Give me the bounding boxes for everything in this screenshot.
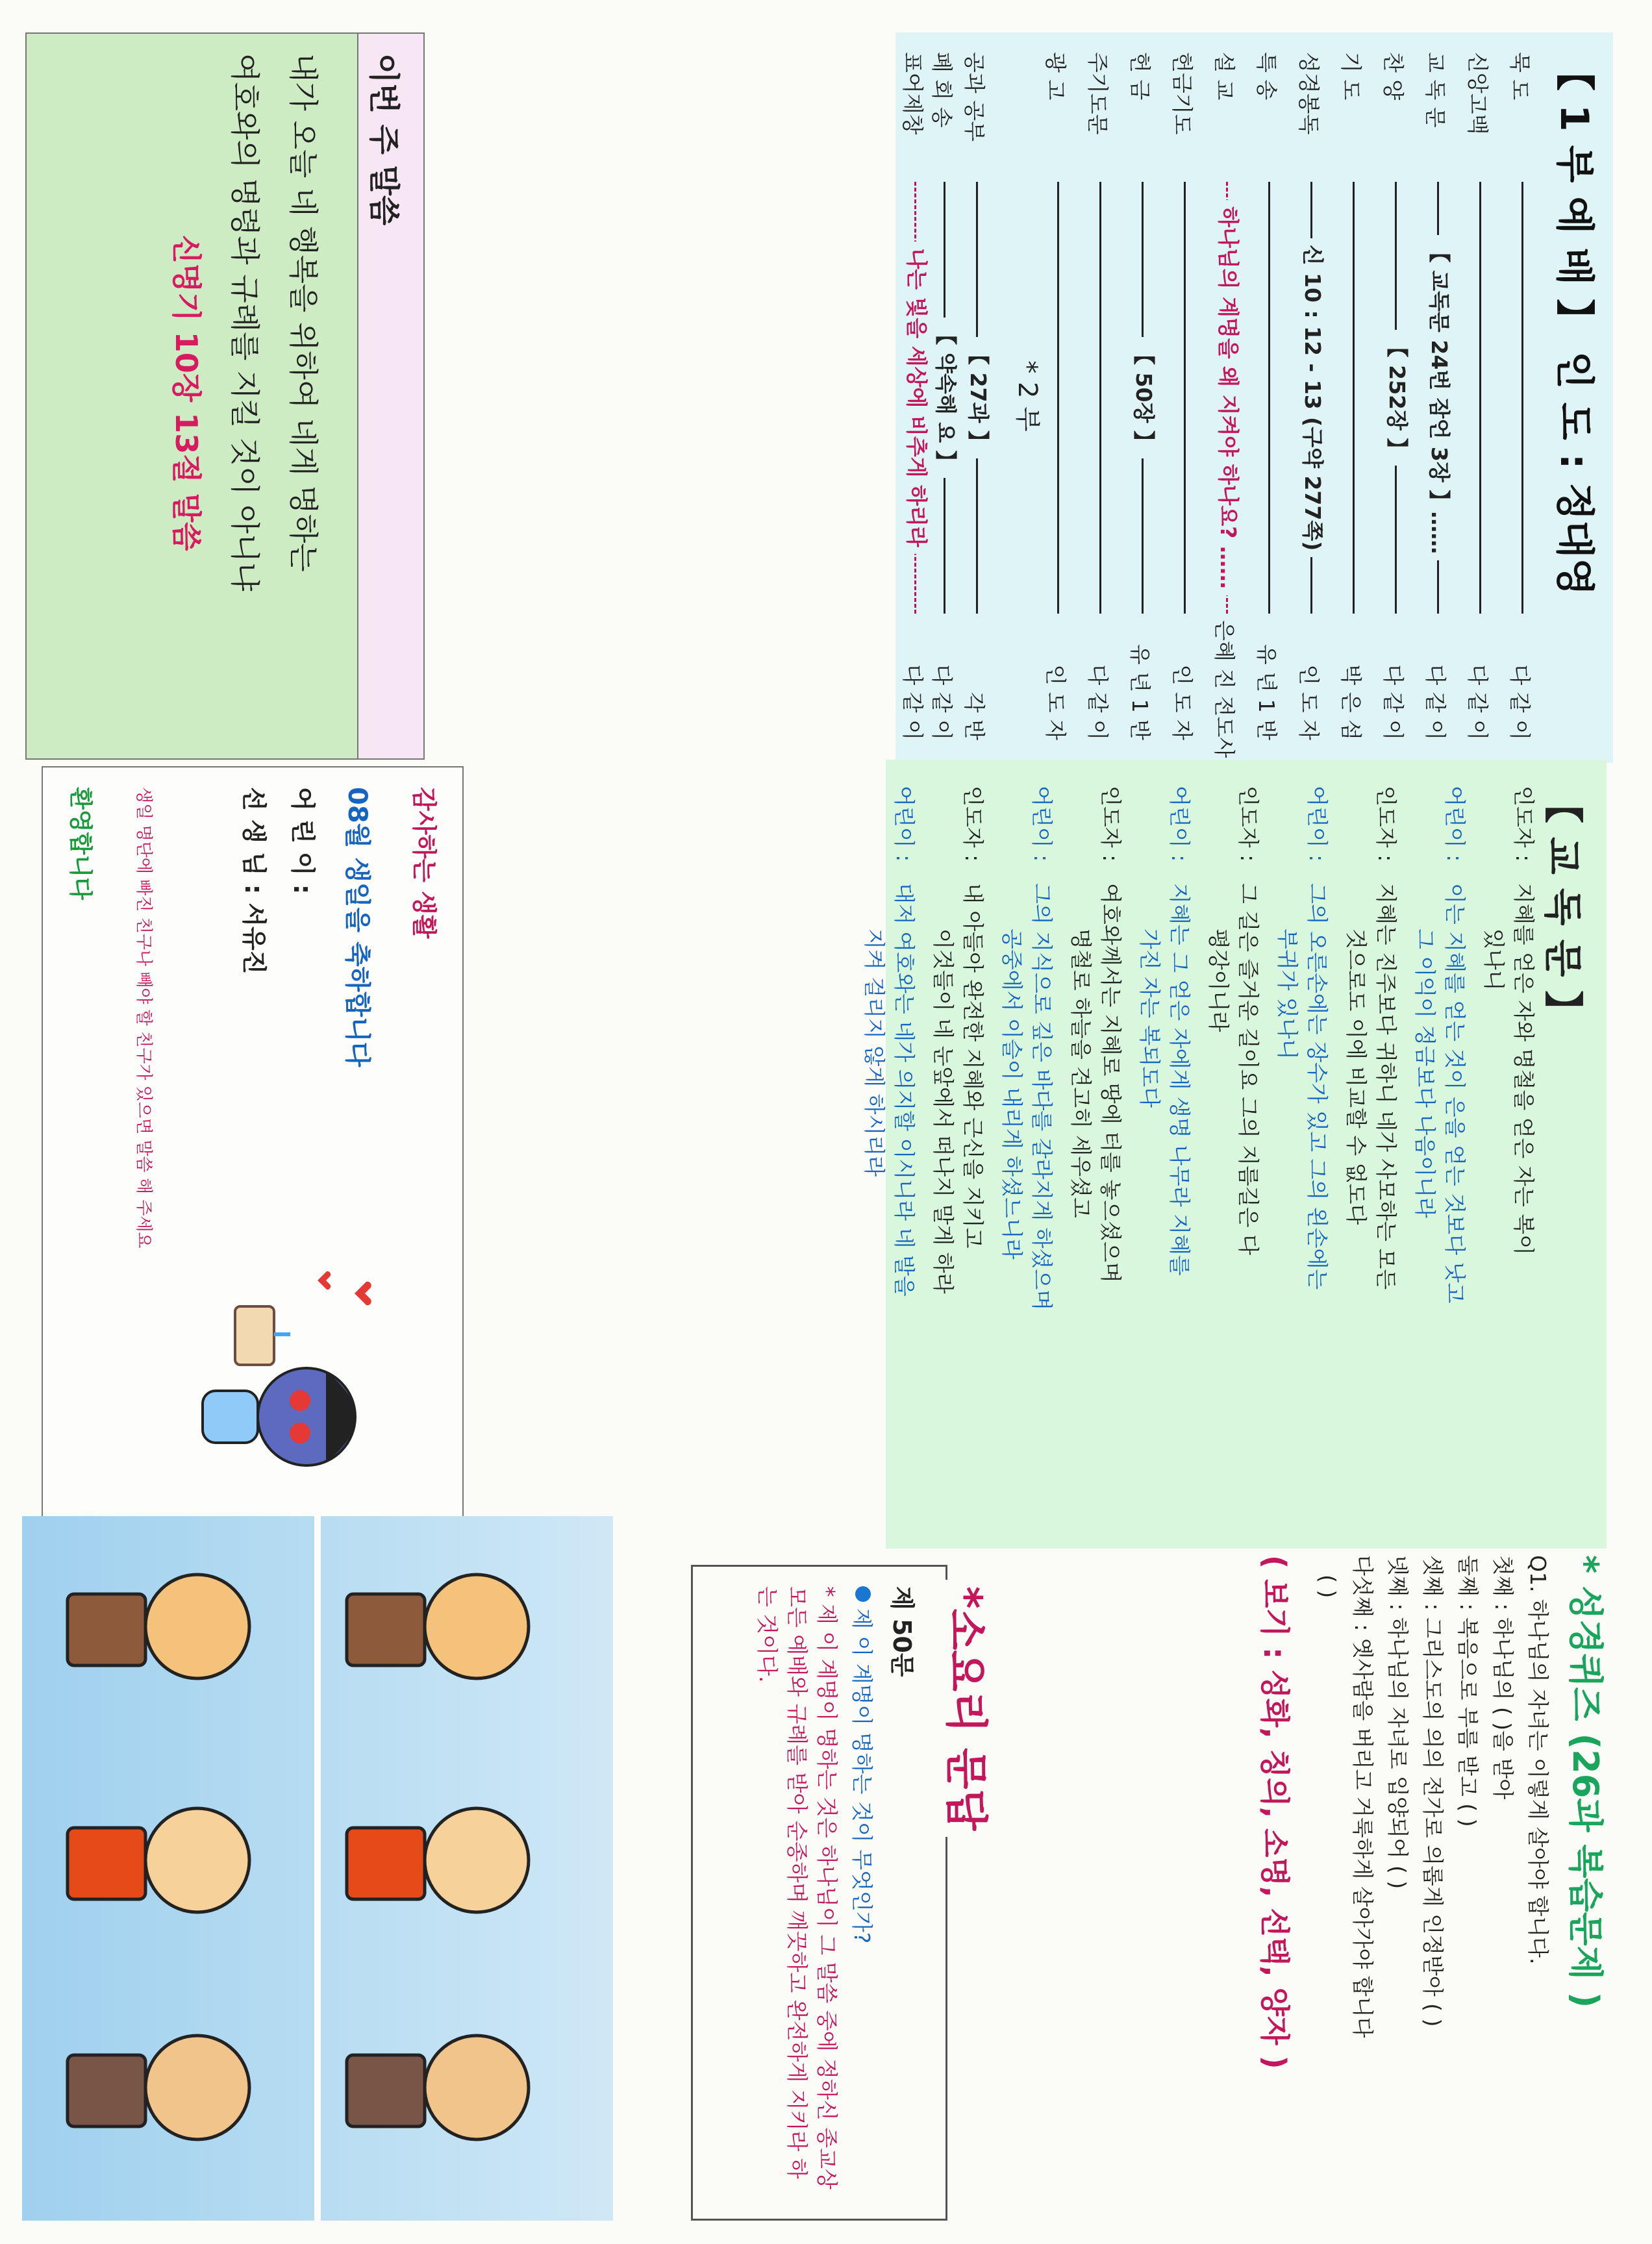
- reading-speaker: 인도자 :: [1373, 786, 1399, 862]
- responsive-reading-body: [859, 786, 1538, 1529]
- order-row: [1081, 52, 1120, 740]
- order-line: [1099, 182, 1101, 614]
- order-label: 헌 금: [1127, 52, 1153, 101]
- motto-text: 나는 빛을 세상에 비추게 하리라: [903, 182, 933, 614]
- order-leader: 각 반: [962, 692, 987, 740]
- worship-order-panel: [895, 32, 1613, 763]
- reading-text: 지혜는 그 얻은 자에게 생명 나무라 지혜를: [1167, 883, 1192, 1276]
- heart-icon: [318, 1271, 331, 1290]
- reading-line: [1440, 786, 1470, 1529]
- order-label: 광 고: [1043, 52, 1068, 101]
- quiz-item: 둘째 : 복음으로 부름 받고 ( ): [1455, 1555, 1481, 1827]
- quiz-question: Q1. 하나님의 자녀는 이렇게 살아야 합니다.: [1525, 1555, 1551, 1965]
- cartoon-illustration: [22, 1516, 613, 2221]
- order-line: [1353, 182, 1355, 614]
- reading-line: [1095, 786, 1125, 1529]
- order-label: 성경봉독: [1296, 52, 1321, 135]
- memory-verse-text: [157, 53, 332, 732]
- order-row: [1418, 52, 1457, 740]
- responsive-reading-title: 【 교 독 문 】: [1540, 784, 1585, 1030]
- character-boy-body: [68, 1828, 145, 1899]
- reading-cont: 있나니: [1481, 929, 1507, 991]
- reading-speaker: 어린이 :: [1305, 786, 1330, 862]
- birthday-note: 생일 명단에 빠진 친구나 빼야 할 친구가 있으면 말씀 해 주세요: [134, 787, 153, 1249]
- catechism-number: 제 50문: [888, 1586, 916, 1677]
- cartoon-row: [347, 1575, 529, 2139]
- order-label: 공과 공부: [962, 52, 987, 142]
- reading-cont: 지켜 걸리지 않게 하시리라: [862, 929, 887, 1177]
- memory-verse-title: 이번 주 말씀: [366, 53, 402, 226]
- order-leader: 유 년 1 반: [1254, 643, 1279, 740]
- order-line: [1184, 182, 1186, 614]
- character-boy-body: [347, 1828, 425, 1899]
- order-line: [1268, 182, 1270, 614]
- order-row: [895, 52, 934, 740]
- character-farmer-body: [347, 2055, 425, 2126]
- order-label: 신앙고백: [1465, 52, 1490, 135]
- reading-cont: 공중에서 이슬이 내리게 하셨느니라: [999, 929, 1025, 1260]
- verse-reference: 신명기 10장 13절 말씀: [169, 234, 204, 551]
- birthday-children: 어 린 이 :: [288, 787, 317, 895]
- catechism-question-row: [848, 1586, 879, 2199]
- candle-icon: [274, 1332, 290, 1336]
- memory-verse-header: [357, 34, 423, 758]
- order-leader: 다 같 이: [1085, 664, 1110, 740]
- order-leader: 다 같 이: [929, 664, 955, 740]
- character-boy: [145, 1808, 249, 1912]
- order-detail: 【 27과 】: [964, 182, 995, 614]
- reading-cont: 것으로도 이에 비교할 수 없도다: [1344, 929, 1369, 1225]
- order-label: 주기도문: [1085, 52, 1110, 135]
- reading-cont: 이것들이 네 눈앞에서 떠나지 말게 하라: [931, 929, 956, 1294]
- memory-verse-panel: [25, 32, 425, 760]
- order-detail: 【 교독문 24번 잠언 3장 】……: [1425, 182, 1456, 614]
- reading-speaker: 어린이 :: [1029, 786, 1055, 862]
- order-row: [1292, 52, 1331, 740]
- heart-icon: [355, 1282, 371, 1306]
- order-detail: 【 약속해 요 】: [932, 182, 962, 614]
- cake-icon: [235, 1306, 274, 1365]
- order-leader: 은혜 진 전도사: [1212, 620, 1237, 758]
- bullet-dot-icon: [856, 1586, 871, 1602]
- order-label: 헌금기도: [1170, 52, 1195, 135]
- reading-line: [889, 786, 919, 1529]
- character-scholar: [425, 1575, 529, 1678]
- quiz-item: ( ): [1315, 1575, 1340, 1599]
- order-label: 폐 회 송: [929, 52, 955, 128]
- reading-text: 그의 오른손에는 장수가 있고 그의 왼손에는: [1305, 883, 1330, 1290]
- birthday-character-illustration: [190, 1267, 404, 1501]
- verse-line: 여호와의 명령과 규례를 지킬 것이 아니냐: [227, 53, 262, 592]
- part2-heading: * 2 부: [1012, 360, 1042, 432]
- character-farmer-body: [68, 2055, 145, 2126]
- order-label: 설 교: [1212, 52, 1237, 101]
- character-scholar: [145, 1575, 249, 1678]
- reading-cont: 평강이니라: [1206, 929, 1231, 1032]
- reading-speaker: 인도자 :: [960, 786, 986, 862]
- order-label: 기 도: [1338, 52, 1364, 101]
- reading-cont: 가진 자는 복되도다: [1137, 929, 1162, 1108]
- order-row: [1249, 52, 1288, 740]
- order-leader: 다 같 이: [1381, 664, 1406, 740]
- reading-text: 지혜는 진주보다 귀하니 네가 사모하는 모든: [1373, 883, 1399, 1290]
- reading-line: [1164, 786, 1194, 1529]
- character-scholar-body: [347, 1594, 425, 1665]
- reading-line: [1233, 786, 1263, 1529]
- character-hair: [326, 1371, 355, 1462]
- order-leader: 다 같 이: [900, 664, 925, 740]
- order-line: [1057, 182, 1059, 614]
- order-leader: 다 같 이: [1423, 664, 1448, 740]
- order-row: [1460, 52, 1499, 740]
- reading-speaker: 어린이 :: [1442, 786, 1468, 862]
- reading-text: 이는 지혜를 얻는 것이 은을 얻는 것보다 낫고: [1442, 883, 1468, 1304]
- order-row: [1334, 52, 1373, 740]
- responsive-reading-panel: [862, 760, 1607, 1549]
- catechism-answer: * 제 이 계명이 명하는 것은 하나님이 그 말씀 중에 정하신 종교상 모든 예배와 규례를 받아 순종하며 깨끗하고 완전하게 지키라 하는 것이다.: [755, 1586, 840, 2189]
- thanks-title: 감사하는 생활: [410, 787, 438, 939]
- bible-quiz-panel: [990, 1555, 1613, 2217]
- catechism-panel: [691, 1565, 991, 2221]
- character-scholar-body: [68, 1594, 145, 1665]
- order-line: [1521, 182, 1523, 614]
- reading-line: [1508, 786, 1538, 1529]
- order-row: [1165, 52, 1204, 740]
- worship-order-title: 【 1 부 예 배 】 인 도 : 정대영: [1551, 52, 1597, 596]
- quiz-item: 다섯째 : 옛사람을 버리고 거룩하게 살아가야 합니다: [1350, 1555, 1375, 2038]
- reading-speaker: 인도자 :: [1098, 786, 1123, 862]
- quiz-item: 셋째 : 그리스도의 의의 전가로 의롭게 인정받아 ( ): [1420, 1555, 1446, 2027]
- reading-text: 내 아들아 완전한 지혜와 근신을 지키고: [960, 883, 986, 1249]
- order-detail: 신 10 : 12 - 13 (구약 277쪽): [1299, 182, 1329, 614]
- welcome-text: 환영합니다: [67, 787, 94, 900]
- order-row: [1503, 52, 1542, 740]
- reading-cont: 부귀가 있나니: [1275, 929, 1300, 1060]
- reading-speaker: 어린이 :: [892, 786, 917, 862]
- order-label: 교 독 문: [1423, 52, 1448, 128]
- reading-text: 여호와께서는 지혜로 땅에 터를 놓으셨으며: [1098, 883, 1123, 1283]
- birthday-heading: 08월 생일을 축하합니다: [342, 787, 372, 1067]
- birthday-teachers: 선 생 님 : 서유진: [240, 787, 268, 975]
- reading-line: [1302, 786, 1332, 1529]
- order-leader: 다 같 이: [1465, 664, 1490, 740]
- reading-speaker: 인도자 :: [1511, 786, 1536, 862]
- order-row: [1207, 52, 1246, 758]
- reading-text: 그의 지식으로 깊은 바다를 갈라지게 하셨으며: [1029, 883, 1055, 1311]
- order-leader: 인 도 자: [1170, 664, 1195, 740]
- character-farmer: [425, 2036, 529, 2139]
- cartoon-row: [68, 1575, 249, 2139]
- verse-line: 내가 오늘 네 행복을 위하여 네게 명하는: [286, 53, 321, 572]
- order-leader: 유 년 1 반: [1127, 643, 1153, 740]
- order-detail: 【 252장 】: [1383, 182, 1414, 614]
- character-boy: [425, 1808, 529, 1912]
- reading-speaker: 어린이 :: [1167, 786, 1192, 862]
- reading-cont: 그 이익이 정금보다 나음이니라: [1412, 929, 1438, 1218]
- order-row: [1123, 52, 1162, 740]
- quiz-item: 넷째 : 하나님의 자녀로 입양되어 ( ): [1385, 1555, 1410, 1889]
- bible-quiz-title: * 성경퀴즈 (26과 복습문제 ): [1565, 1555, 1606, 2008]
- catechism-question: 제 이 계명이 명하는 것이 무엇인가?: [849, 1608, 875, 1944]
- reading-line: [1027, 786, 1057, 1529]
- order-leader: 인 도 자: [1043, 664, 1068, 740]
- character-eye: [290, 1390, 310, 1411]
- order-leader: 다 같 이: [1507, 664, 1533, 740]
- thanks-panel: [42, 766, 464, 1526]
- reading-text: 지혜를 얻은 자와 명철을 얻은 자는 복이: [1511, 883, 1536, 1255]
- catechism-title: *소요리 문답: [939, 1580, 1001, 1837]
- sermon-title: 하나님의 계명을 왜 지켜야 하나요? ……: [1214, 182, 1245, 614]
- reading-text: 그 길은 즐거운 길이요 그의 지름길은 다: [1236, 883, 1261, 1255]
- character-eye: [290, 1423, 310, 1443]
- reading-speaker: 인도자 :: [1236, 786, 1261, 862]
- order-label: 묵 도: [1507, 52, 1533, 101]
- order-label: 표어제창: [900, 52, 925, 135]
- reading-line: [1371, 786, 1401, 1529]
- order-leader: 박 은 섬: [1338, 664, 1364, 740]
- order-leader: 인 도 자: [1296, 664, 1321, 740]
- quiz-item: 첫째 : 하나님의 ( )을 받아: [1490, 1555, 1516, 1800]
- order-line: [1479, 182, 1481, 614]
- reading-line: [958, 786, 988, 1529]
- order-row: [1376, 52, 1415, 740]
- character-farmer: [145, 2036, 249, 2139]
- quiz-options: ( 보기 : 성화, 칭의, 소명, 선택, 양자 ): [1257, 1555, 1292, 2069]
- order-label: 특 송: [1254, 52, 1279, 101]
- order-detail: 【 50장 】: [1130, 182, 1160, 614]
- reading-text: 대저 여호와는 네가 의지할 이시니라 네 발을: [892, 883, 917, 1297]
- character-body: [203, 1391, 258, 1443]
- reading-cont: 명철로 하늘을 견고히 세우셨고: [1068, 929, 1094, 1218]
- order-label: 찬 양: [1381, 52, 1406, 101]
- cartoon-panel: [22, 1516, 613, 2221]
